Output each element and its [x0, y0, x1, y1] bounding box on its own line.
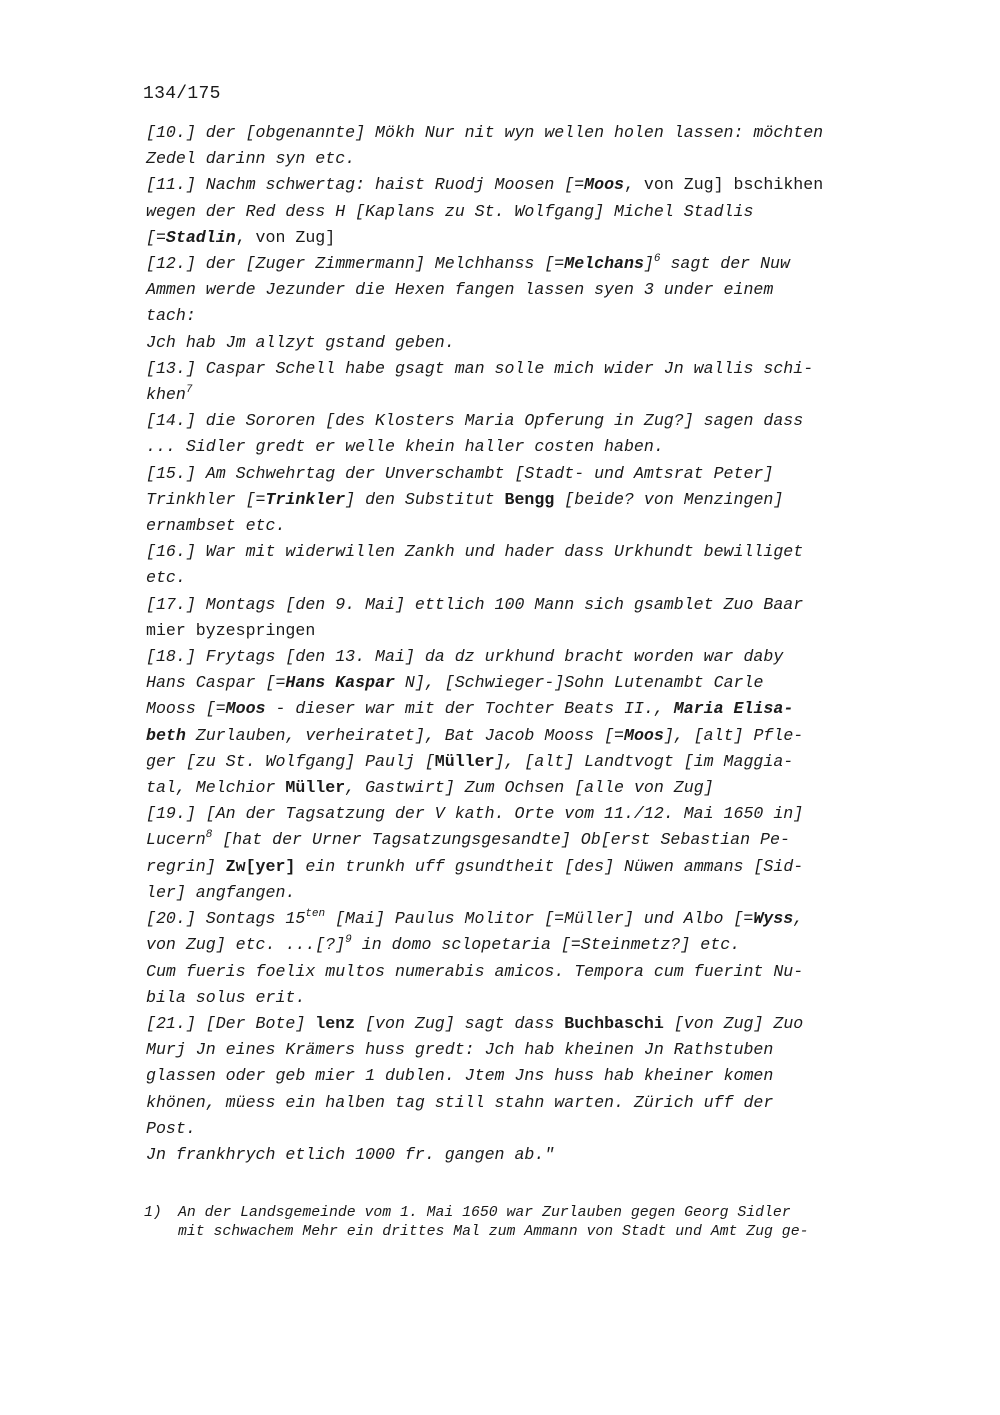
name-bold: Stadlin — [165, 227, 236, 247]
footnote-ref: 7 — [185, 384, 193, 397]
entry-20-text: von Zug] etc. ...[?] — [146, 935, 346, 955]
entry-16-line-2: etc. — [146, 568, 186, 588]
entry-11-text: [11.] Nachm schwertag: haist Ruodj Moosen [= — [146, 175, 585, 195]
entry-15-line-3: ernambset etc. — [146, 516, 286, 536]
name-bold: Bengg — [504, 489, 555, 509]
entry-10 — [146, 120, 916, 172]
name-bold: lenz — [315, 1013, 356, 1033]
entry-13-line-2 — [146, 382, 916, 408]
entry-18-text: , Gastwirt] Zum Ochsen [alle von Zug] — [345, 778, 714, 798]
entry-15-text: [beide? von Menzingen] — [554, 489, 784, 509]
name-bold: Moos — [225, 699, 266, 719]
entry-15-line-2 — [146, 487, 916, 513]
entry-18-text: ], [alt] Landtvogt [im Maggia- — [494, 751, 794, 771]
entry-19-line-2 — [146, 827, 916, 853]
superscript: ten — [305, 908, 326, 921]
entry-11-text: [= — [146, 227, 166, 247]
name-bold: beth — [146, 725, 186, 745]
name-bold: Melchans — [564, 254, 644, 274]
name-bold: Wyss — [753, 909, 794, 929]
entry-18 — [146, 644, 916, 801]
footnote-ref: 9 — [345, 934, 352, 947]
entry-15-text: ] den Substitut — [345, 489, 505, 509]
entry-12-line-4: Jch hab Jm allzyt gstand geben. — [146, 332, 455, 352]
footnote-number: 1) — [144, 1205, 162, 1221]
entry-18-text: ], [alt] Pfle- — [663, 725, 804, 745]
entry-18-text: Mooss [= — [146, 699, 226, 719]
name-bold: Buchbaschi — [564, 1013, 664, 1033]
footnote-ref: 8 — [205, 829, 213, 842]
entry-20-line-4: bila solus erit. — [146, 987, 306, 1007]
name-bold: Maria Elisa- — [673, 699, 794, 719]
name-bold: Moos — [624, 725, 664, 745]
entry-13-text: khen — [146, 385, 186, 405]
entry-11-line-3 — [146, 225, 916, 251]
entry-18-line-6 — [146, 775, 916, 801]
entry-12-text: ] — [643, 254, 654, 274]
entry-12-text: sagt der Nuw — [660, 254, 790, 274]
entry-18-text: Zurlauben, verheiratet], Bat Jacob Mooss [= — [185, 725, 624, 745]
entry-19-line-4: ler] angfangen. — [146, 882, 296, 902]
entry-12 — [146, 251, 916, 356]
entry-18-text: ger [zu St. Wolfgang] Paulj [ — [146, 751, 435, 771]
entry-12-line-1 — [146, 251, 916, 277]
entry-21-text: [von Zug] sagt dass — [355, 1013, 565, 1033]
entry-18-line-2 — [146, 670, 916, 696]
entry-20-text: [Mai] Paulus Molitor [=Müller] und Albo [= — [325, 909, 754, 929]
name-bold: Trinkler — [265, 489, 346, 509]
name-bold: Moos — [584, 175, 624, 195]
entry-21-line-3: glassen oder geb mier 1 dublen. Jtem Jns huss hab kheiner komen — [146, 1066, 774, 1086]
entry-14-line-1: [14.] die Sororen [des Klosters Maria Opferung in Zug?] sagen dass — [146, 411, 804, 431]
entry-21-line-1 — [146, 1011, 916, 1037]
entry-11-text: , von Zug] bschikhen — [624, 175, 824, 195]
entry-21-text: [von Zug] Zuo — [663, 1013, 804, 1033]
entry-19-text: [hat der Urner Tagsatzungsgesandte] Ob[erst Sebastian Pe- — [212, 830, 790, 850]
entry-19-text: ein trunkh uff gsundtheit [des] Nüwen ammans [Sid- — [295, 856, 804, 876]
footnote-line-1: An der Landsgemeinde vom 1. Mai 1650 war Zurlauben gegen Georg Sidler — [178, 1205, 791, 1221]
entry-17-line-2: mier byzespringen — [146, 620, 316, 640]
entry-17 — [146, 592, 916, 644]
entry-20-line-1 — [146, 906, 916, 932]
entry-16-line-1: [16.] War mit widerwillen Zankh und hader dass Urkhundt bewilliget — [146, 542, 804, 562]
entry-list — [146, 120, 916, 1168]
entry-20-text: in domo sclopetaria [=Steinmetz?] etc. — [351, 935, 741, 955]
entry-20-line-2 — [146, 932, 916, 958]
entry-15-line-1: [15.] Am Schwehrtag der Unverschambt [Stadt- und Amtsrat Peter] — [146, 463, 774, 483]
entry-21-line-5: Post. — [146, 1118, 196, 1138]
entry-11-line-1 — [146, 172, 916, 198]
entry-11-line-2: wegen der Red dess H [Kaplans zu St. Wolfgang] Michel Stadlis — [146, 201, 754, 221]
footnote — [144, 1204, 958, 1242]
entry-19 — [146, 801, 916, 906]
entry-12-text: [12.] der [Zuger Zimmermann] Melchhanss [= — [146, 254, 565, 274]
footnote-ref: 6 — [653, 253, 661, 266]
entry-12-line-3: tach: — [146, 306, 196, 326]
entry-19-line-1: [19.] [An der Tagsatzung der V kath. Orte vom 11./12. Mai 1650 in] — [146, 804, 804, 824]
entry-14-line-2: ... Sidler gredt er welle khein haller costen haben. — [146, 437, 664, 457]
entry-15-text: Trinkhler [= — [146, 489, 266, 509]
entry-13-line-1: [13.] Caspar Schell habe gsagt man solle mich wider Jn wallis schi- — [146, 358, 814, 378]
entry-21-line-2: Murj Jn eines Krämers huss gredt: Jch hab kheinen Jn Rathstuben — [146, 1040, 774, 1060]
entry-19-text: Lucern — [146, 830, 206, 850]
entry-21-text: [21.] [Der Bote] — [146, 1013, 316, 1033]
entry-18-text: Hans Caspar [= — [146, 673, 286, 693]
entry-14 — [146, 408, 916, 460]
entry-10-line-2: Zedel darinn syn etc. — [146, 149, 356, 169]
name-bold: Hans Kaspar — [285, 673, 395, 693]
entry-18-line-4 — [146, 723, 916, 749]
entry-15 — [146, 461, 916, 540]
entry-16 — [146, 539, 916, 591]
entry-20-text: [20.] Sontags 15 — [146, 909, 306, 929]
entry-13 — [146, 356, 916, 408]
entry-20-line-3: Cum fueris foelix multos numerabis amicos. Tempora cum fuerint Nu- — [146, 961, 804, 981]
name-bold: Zw[yer] — [225, 856, 296, 876]
entry-18-line-1: [18.] Frytags [den 13. Mai] da dz urkhund bracht worden war daby — [146, 647, 784, 667]
entry-19-line-3 — [146, 854, 916, 880]
entry-18-line-3 — [146, 696, 916, 722]
entry-10-line-1: [10.] der [obgenannte] Mökh Nur nit wyn wellen holen lassen: möchten — [146, 123, 824, 142]
entry-21 — [146, 1011, 916, 1168]
entry-21-line-4: khönen, müess ein halben tag still stahn warten. Zürich uff der — [146, 1092, 774, 1112]
footnote-line-2: mit schwachem Mehr ein drittes Mal zum Ammann von Stadt und Amt Zug ge- — [178, 1224, 809, 1240]
name-bold: Müller — [434, 751, 495, 771]
page-number: 134/175 — [143, 84, 221, 104]
entry-18-text: N], [Schwieger-]Sohn Lutenambt Carle — [394, 673, 764, 693]
entry-11 — [146, 172, 916, 251]
entry-20 — [146, 906, 916, 1011]
entry-17-line-1: [17.] Montags [den 9. Mai] ettlich 100 Mann sich gsamblet Zuo Baar — [146, 594, 804, 614]
entry-11-text: , von Zug] — [235, 227, 336, 247]
entry-21-line-6: Jn frankhrych etlich 1000 fr. gangen ab." — [146, 1144, 555, 1164]
entry-18-text: tal, Melchior — [146, 778, 286, 798]
entry-18-text: - dieser war mit der Tochter Beats II., — [265, 699, 674, 719]
name-bold: Müller — [285, 778, 346, 798]
entry-19-text: regrin] — [146, 856, 226, 876]
entry-12-line-2: Ammen werde Jezunder die Hexen fangen lassen syen 3 under einem — [146, 280, 774, 300]
entry-20-text: , — [793, 909, 804, 929]
entry-18-line-5 — [146, 749, 916, 775]
